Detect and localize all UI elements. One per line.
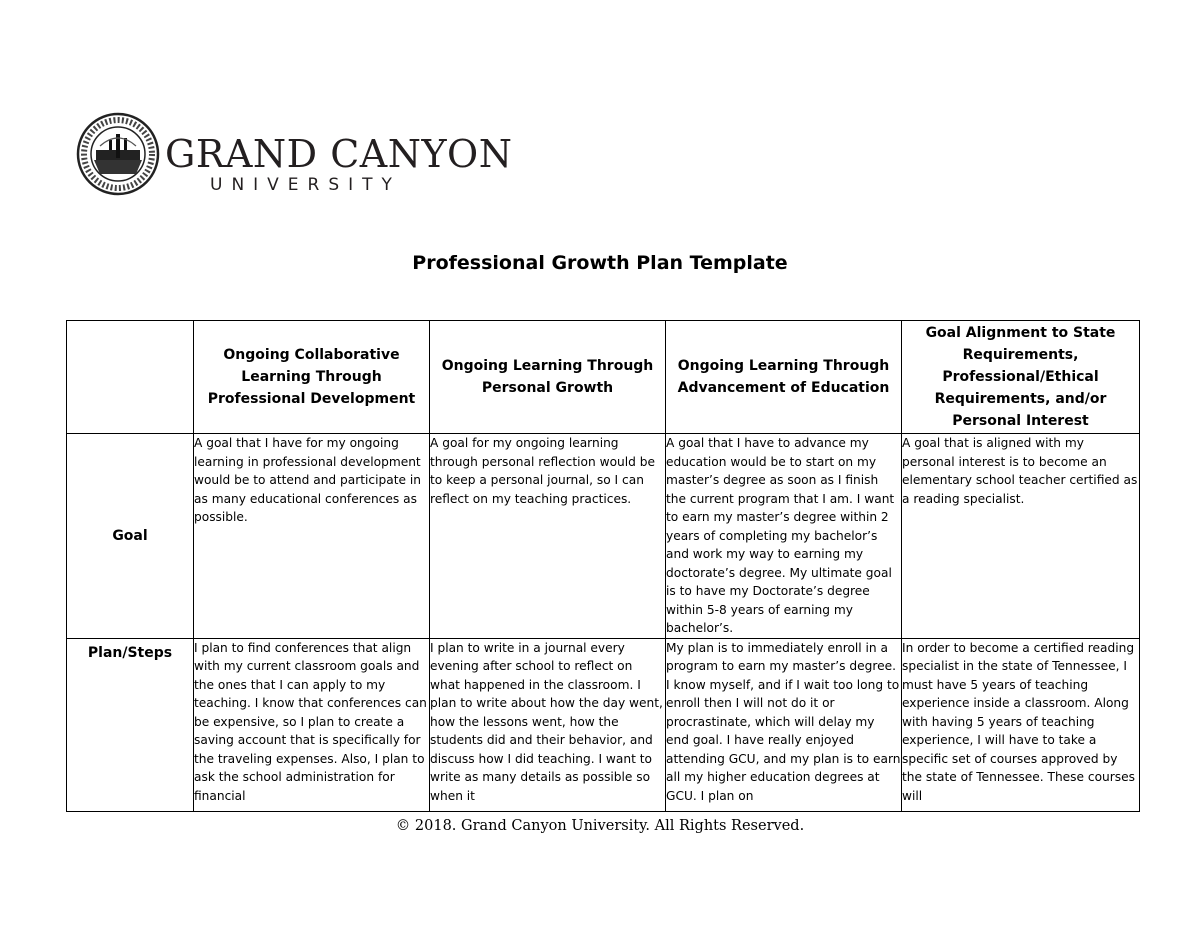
university-seal [78, 114, 158, 194]
plan-advancement-of-education-cell: My plan is to immediately enroll in a program to earn my master’s degree. I know myself, and if I wait too long to enroll then I will not do it or procrastinate, which will delay my end goal. I have really enjoyed attending GCU, and my plan is to earn all my higher education degrees at GCU. I plan on [666, 640, 901, 803]
header-personal-growth: Ongoing Learning Through Personal Growth [430, 321, 666, 434]
table-row-goal [67, 434, 1140, 639]
table-row-plan-steps [67, 638, 1140, 811]
table-header-row [67, 321, 1140, 434]
growth-plan-table [66, 320, 1140, 812]
document-title: Professional Growth Plan Template [412, 252, 788, 274]
grand-canyon-university-logo [76, 112, 513, 196]
header-cell-empty [67, 321, 194, 434]
header-goal-alignment: Goal Alignment to State Requirements, Professional/Ethical Requirements, and/or Personal Interest [902, 321, 1140, 434]
logo-subtitle: UNIVERSITY [210, 175, 401, 195]
goal-advancement-of-education-cell: A goal that I have to advance my education would be to start on my master’s degree as soon as I finish the current program that I am. I want to earn my master’s degree within 2 years of completing my bachelor’s and work my way to earning my doctorate’s degree. My ultimate goal is to have my Doctorate’s degree within 5-8 years of earning my bachelor’s. [666, 434, 902, 639]
copyright-footer: © 2018. Grand Canyon University. All Rights Reserved. [395, 818, 805, 834]
goal-alignment-cell: A goal that is aligned with my personal interest is to become an elementary school teacher certified as a reading specialist. [902, 434, 1140, 639]
header-professional-development: Ongoing Collaborative Learning Through Professional Development [194, 321, 430, 434]
plan-personal-growth-cell: I plan to write in a journal every evening after school to reflect on what happened in the classroom. I plan to write about how the day went, how the lessons went, how the students did and their behavior, and discuss how I did teaching. I want to write as many details as possible so when it [430, 640, 663, 803]
row-label-goal: Goal [67, 434, 194, 639]
plan-goal-alignment-cell: In order to become a certified reading specialist in the state of Tennessee, I must have 5 years of teaching experience inside a classroom. Along with having 5 years of teaching experience, I will have to take a specific set of courses approved by the state of Tennessee. These courses will [902, 640, 1135, 803]
plan-professional-development-cell: I plan to find conferences that align with my current classroom goals and the ones that I can apply to my teaching. I know that conferences can be expensive, so I plan to create a saving account that is specifically for the traveling expenses. Also, I plan to ask the school administration for financial [194, 640, 427, 803]
header-advancement-of-education: Ongoing Learning Through Advancement of Education [666, 321, 902, 434]
row-label-plan-steps: Plan/Steps [67, 638, 194, 811]
goal-personal-growth-cell: A goal for my ongoing learning through personal reflection would be to keep a personal journal, so I can reflect on my teaching practices. [430, 434, 666, 639]
goal-professional-development-cell: A goal that I have for my ongoing learning in professional development would be to attend and participate in as many educational conferences as possible. [194, 434, 430, 639]
logo-wordmark: GRAND CANYON [165, 132, 513, 176]
